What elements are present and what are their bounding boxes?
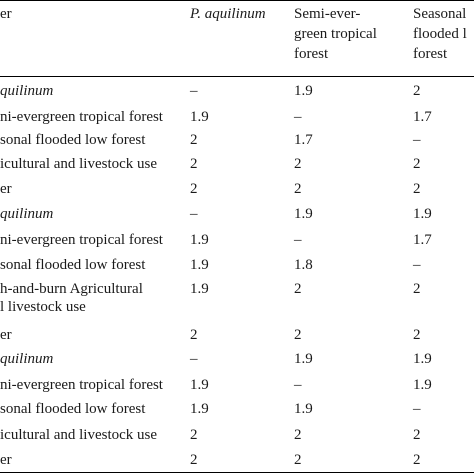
row-label: sonal flooded low forest [0,401,146,417]
row-value-v2: 2 [294,427,302,443]
row-value-v2: 2 [294,452,302,468]
row-label: h-and-burn Agricultural [0,281,143,297]
row-value-v1: 1.9 [190,401,209,417]
row-value-v2: 1.9 [294,206,313,222]
row-value-v1: – [190,206,198,222]
row-label: sonal flooded low forest [0,257,146,273]
row-value-v3: 2 [413,281,421,297]
table-top-rule [0,0,474,1]
row-label: icultural and livestock use [0,156,158,172]
row-label: icultural and livestock use [0,427,158,443]
row-label: er [0,327,12,343]
row-value-v2: – [294,232,302,248]
header-col-semi-evergreen-line3: forest [294,46,329,62]
row-value-v2: 1.7 [294,132,313,148]
row-value-v3: 2 [413,452,421,468]
row-value-v1: 1.9 [190,281,209,297]
row-value-v3: 1.7 [413,232,432,248]
row-value-v2: 2 [294,181,302,197]
row-value-v3: – [413,401,421,417]
row-value-v1: 2 [190,427,198,443]
row-label: er [0,181,12,197]
row-value-v3: 2 [413,327,421,343]
row-value-v3: 1.9 [413,351,432,367]
header-col-seasonal-line3: forest [413,46,448,62]
row-value-v2: – [294,377,302,393]
header-col-semi-evergreen-line1: Semi-ever- [294,6,361,22]
row-value-v3: 1.9 [413,206,432,222]
row-label: er [0,452,12,468]
row-value-v1: 2 [190,181,198,197]
row-value-v1: 2 [190,327,198,343]
row-value-v1: 2 [190,156,198,172]
row-label: quilinum [0,206,54,222]
row-value-v3: 2 [413,427,421,443]
row-value-v2: 2 [294,327,302,343]
row-value-v2: 1.9 [294,351,313,367]
row-value-v3: – [413,257,421,273]
row-value-v1: 2 [190,132,198,148]
row-label: quilinum [0,83,54,99]
row-value-v3: 2 [413,83,421,99]
table-header-rule [0,76,474,77]
header-col-p-aquilinum: P. aquilinum [190,6,266,22]
row-value-v1: 1.9 [190,232,209,248]
row-value-v1: 1.9 [190,257,209,273]
row-value-v2: 2 [294,156,302,172]
row-value-v3: 2 [413,181,421,197]
row-value-v3: 2 [413,156,421,172]
row-value-v1: 2 [190,452,198,468]
row-label: l livestock use [0,299,86,315]
row-value-v3: 1.7 [413,109,432,125]
row-value-v1: 1.9 [190,377,209,393]
row-value-v1: 1.9 [190,109,209,125]
row-value-v2: 1.9 [294,401,313,417]
row-label: ni-evergreen tropical forest [0,377,163,393]
header-col-seasonal-line2: flooded l [413,26,467,42]
table-bottom-rule [0,472,474,473]
row-value-v3: – [413,132,421,148]
row-value-v2: – [294,109,302,125]
row-value-v1: – [190,351,198,367]
header-col-seasonal-line1: Seasonal [413,6,467,22]
row-value-v2: 1.8 [294,257,313,273]
header-col-semi-evergreen-line2: green tropical [294,26,377,42]
header-col-land-cover: er [0,6,12,22]
row-label: quilinum [0,351,54,367]
row-value-v2: 2 [294,281,302,297]
row-label: sonal flooded low forest [0,132,146,148]
row-value-v2: 1.9 [294,83,313,99]
row-label: ni-evergreen tropical forest [0,109,163,125]
row-label: ni-evergreen tropical forest [0,232,163,248]
row-value-v3: 1.9 [413,377,432,393]
row-value-v1: – [190,83,198,99]
